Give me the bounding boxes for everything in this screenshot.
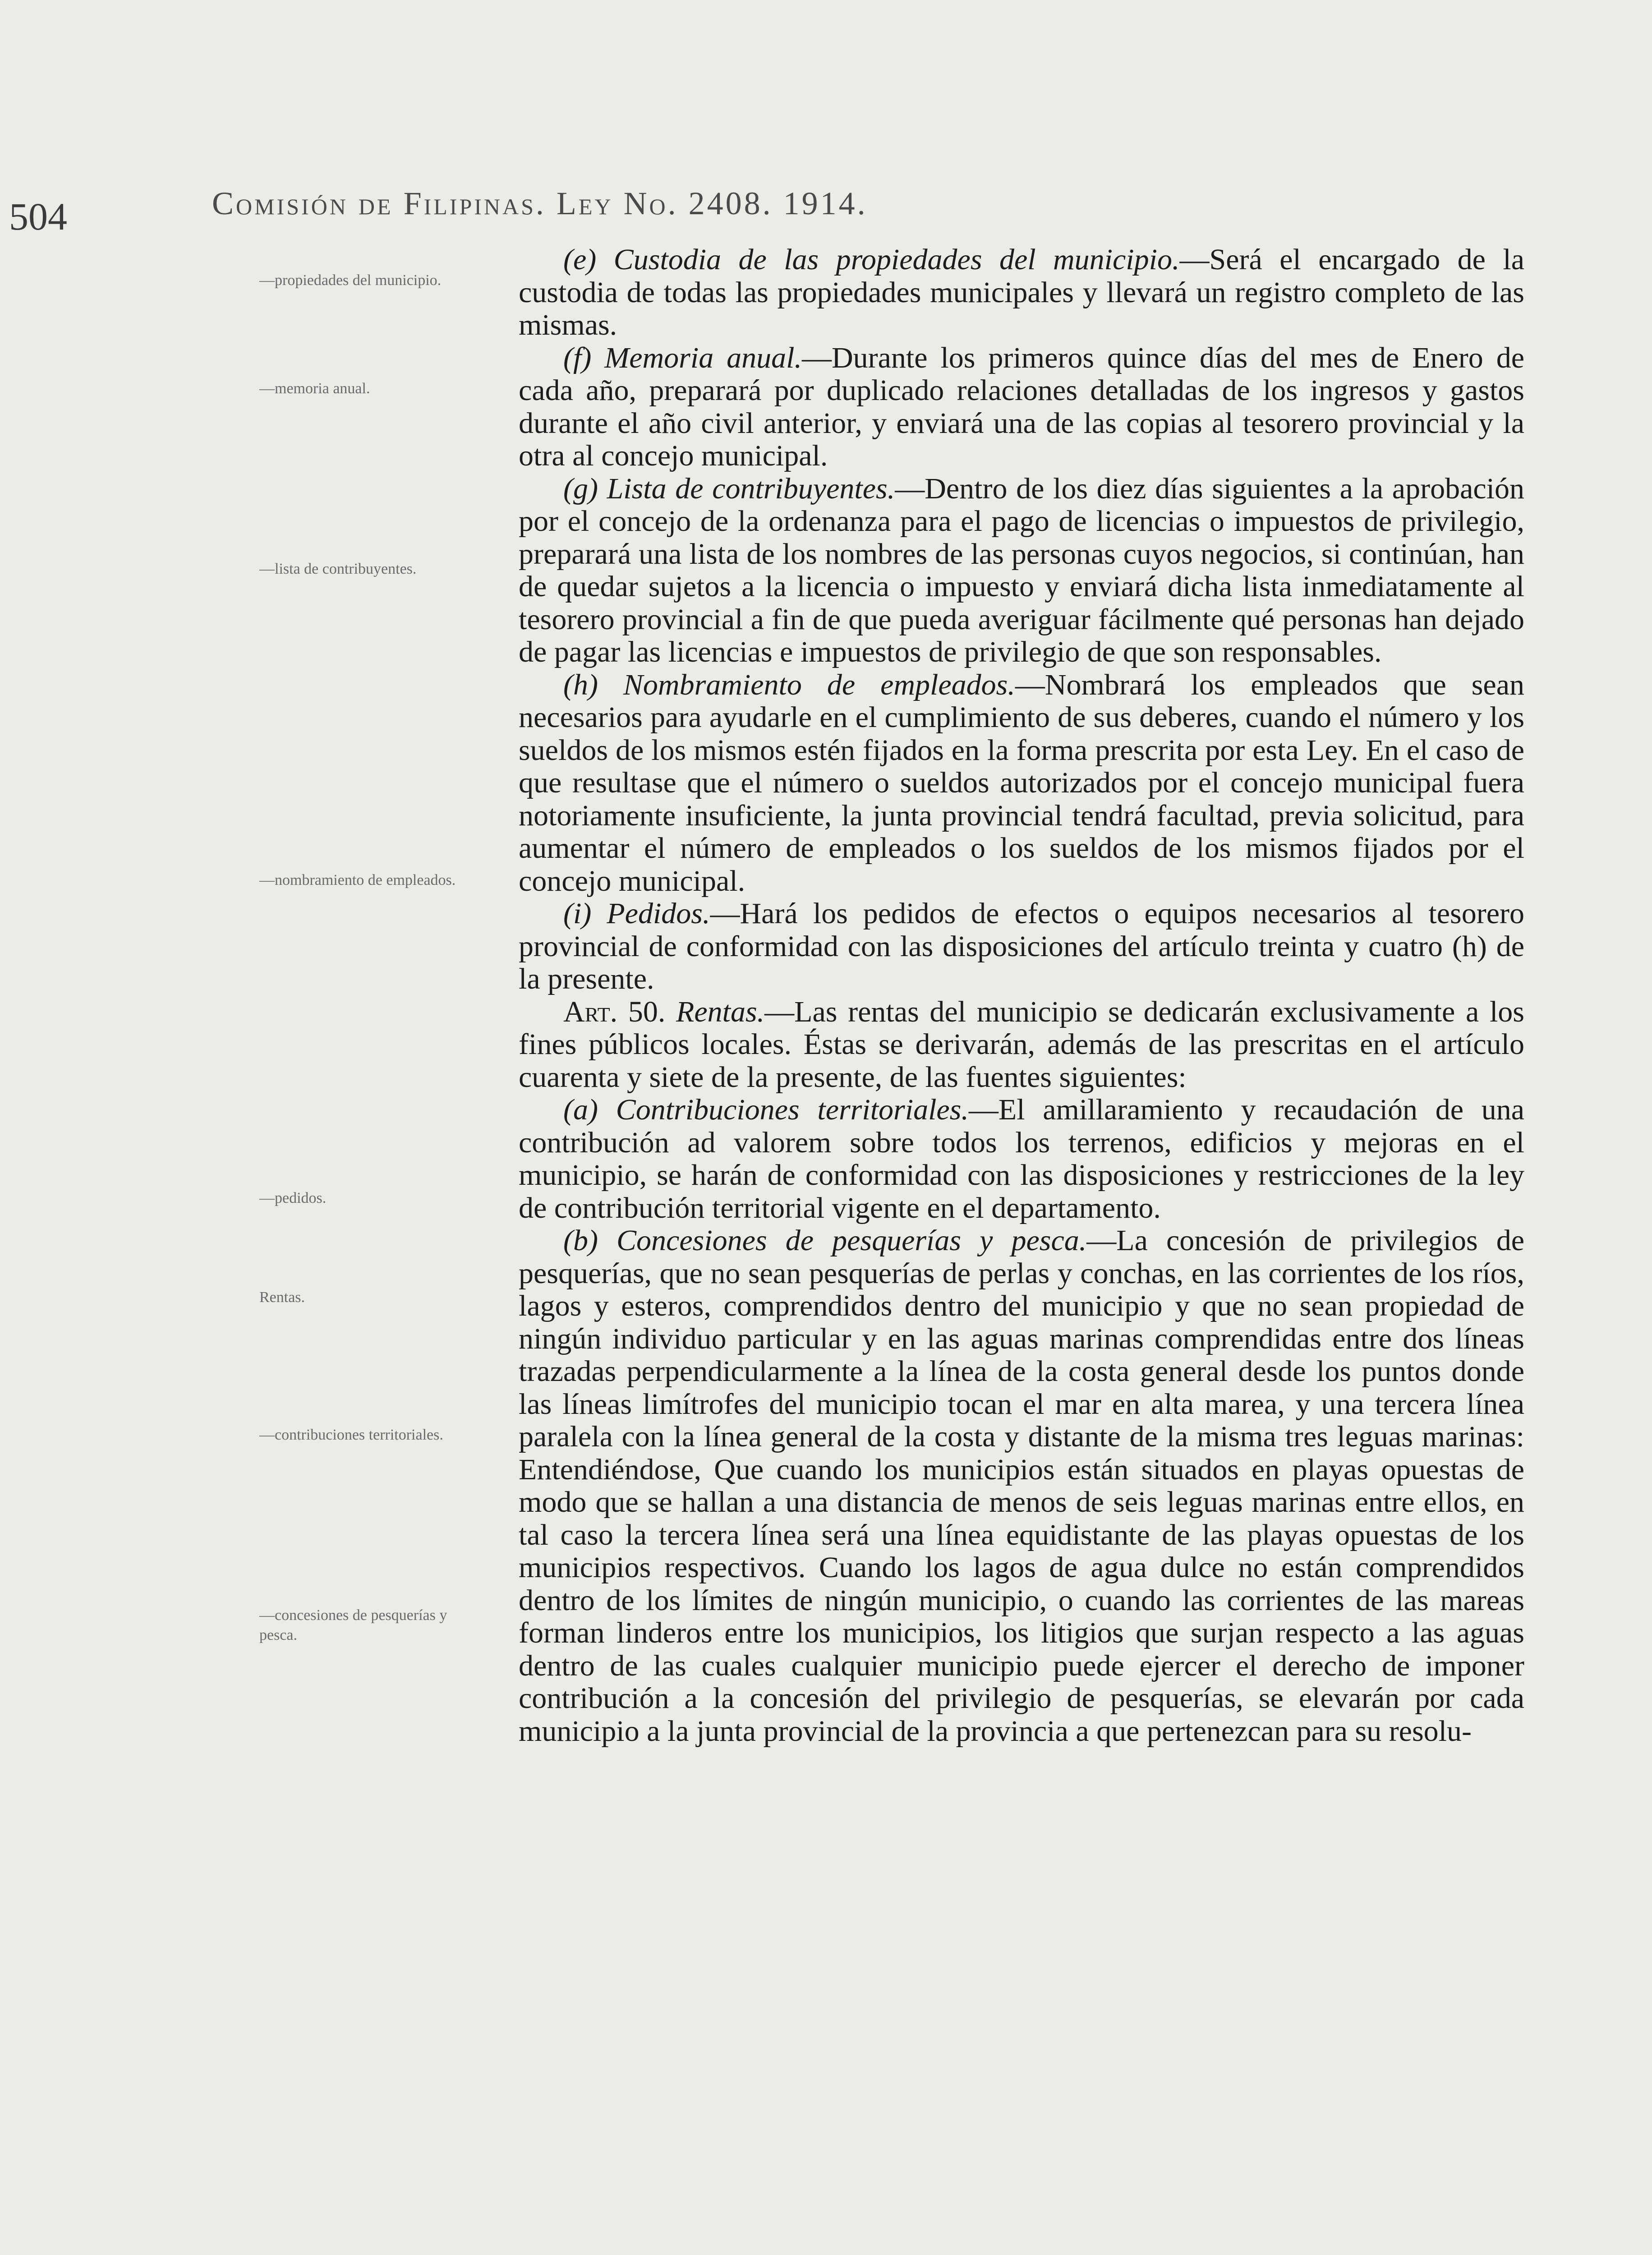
article-number: Art. 50.	[563, 995, 666, 1028]
paragraph-contribuciones	[519, 1094, 1524, 1224]
margin-note: Rentas.	[259, 1289, 305, 1306]
margin-note: —lista de contribuyentes.	[259, 561, 417, 577]
paragraph-text: —Durante los primeros quince días del mes de Enero de cada año, preparará por duplicado relaciones detalladas de los ingresos y gastos durante el año civil anterior, y enviará una de las copias al tesorero provincial y la otra al concejo municipal.	[519, 341, 1524, 472]
paragraph-text: —Dentro de los diez días siguientes a la aprobación por el concejo de la ordenanza para el pago de licencias o impuestos de privilegio, preparará una lista de los nombres de las personas cuyos negocios, si continúan, han de quedar sujetos a la licencia o impuesto y enviará dicha lista inmediatamente al tesorero provincial a fin de que pueda averiguar fácilmente qué personas han dejado de pagar las licencias e impuestos de privilegio de que son responsables.	[519, 472, 1524, 668]
margin-note: —contribuciones territoriales.	[259, 1427, 443, 1443]
paragraph-text: —Será el encargado de la custodia de todas las propiedades municipales y llevará un registro completo de las mismas.	[519, 243, 1524, 341]
margin-note: —concesiones de pesquerías y pesca.	[259, 1607, 447, 1643]
paragraph-label: (g) Lista de contribuyentes.	[563, 472, 895, 505]
paragraph-pedidos	[519, 897, 1524, 996]
paragraph-label: (i) Pedidos.	[563, 897, 710, 930]
paragraph-memoria	[519, 342, 1524, 473]
paragraph-custodia	[519, 244, 1524, 342]
paragraph-art-50	[519, 996, 1524, 1094]
paragraph-label: (e) Custodia de las propiedades del municipio.	[563, 243, 1180, 276]
paragraph-label: (a) Contribuciones territoriales.	[563, 1093, 969, 1126]
paragraph-label: (b) Concesiones de pesquerías y pesca.	[563, 1224, 1087, 1257]
margin-note: —propiedades del municipio.	[259, 272, 442, 289]
paragraph-text: —Las rentas del municipio se dedicarán exclusivamente a los fines públicos locales. Éstas se derivarán, además de las prescritas en el artículo cuarenta y siete de la presente, de las fuentes siguientes:	[519, 995, 1524, 1094]
paragraph-label: (h) Nombramiento de empleados.	[563, 668, 1015, 701]
margin-note: —memoria anual.	[259, 380, 370, 397]
running-head: Comisión de Filipinas. Ley No. 2408. 1914.	[212, 185, 868, 221]
paragraph-text: —El amillaramiento y recaudación de una contribución ad valorem sobre todos los terrenos, edificios y mejoras en el municipio, se harán de conformidad con las disposiciones y restricciones de la ley de contribución territorial vigente en el departamento.	[519, 1093, 1524, 1224]
paragraph-lista	[519, 473, 1524, 669]
paragraph-label: (f) Memoria anual.	[563, 341, 802, 374]
margin-note: —nombramiento de empleados.	[259, 872, 456, 888]
body-text	[519, 244, 1524, 1748]
paragraph-label: Rentas.	[676, 995, 765, 1028]
paragraph-pesquerias	[519, 1224, 1524, 1748]
paragraph-nombramiento	[519, 669, 1524, 898]
page-number: 504	[9, 195, 67, 238]
paragraph-text: —Nombrará los empleados que sean necesarios para ayudarle en el cumplimiento de sus deberes, cuando el número y los sueldos de los mismos estén fijados en la forma prescrita por esta Ley. En el caso de que resultase que el número o sueldos autorizados por el concejo municipal fuera notoriamente insuficiente, la junta provincial tendrá facultad, previa solicitud, para aumentar el número de empleados o los sueldos de los mismos fijados por el concejo municipal.	[519, 668, 1525, 897]
paragraph-text: —Hará los pedidos de efectos o equipos necesarios al tesorero provincial de conformidad con las disposiciones del artículo treinta y cuatro (h) de la presente.	[519, 897, 1524, 995]
paragraph-text: —La concesión de privilegios de pesquerías, que no sean pesquerías de perlas y conchas, en las corrientes de los ríos, lagos y esteros, comprendidos dentro del municipio y que no sean propiedad de ningún individuo particular y en las aguas marinas comprendidas entre dos líneas trazadas perpendicularmente a la línea de la costa general desde los puntos donde las líneas limítrofes del municipio tocan el mar en alta marea, y una tercera línea paralela con la línea general de la costa y distante de la misma tres leguas marinas: Entendiéndose, Que cuando los municipios están situados en playas opuestas de modo que se hallan a una distancia de menos de seis leguas marinas entre ellos, en tal caso la tercera línea será una línea equidistante de las playas opuestas de los municipios respectivos. Cuando los lagos de agua dulce no están comprendidos dentro de los límites de ningún municipio, o cuando las corrientes de las mareas forman linderos entre los municipios, los litigios que surjan respecto a las aguas dentro de las cuales cualquier municipio puede ejercer el derecho de imponer contribución a la concesión del privilegio de pesquerías, se elevarán por cada municipio a la junta provincial de la provincia a que pertenezcan para su resolu-	[519, 1224, 1525, 1748]
margin-note: —pedidos.	[259, 1190, 327, 1206]
